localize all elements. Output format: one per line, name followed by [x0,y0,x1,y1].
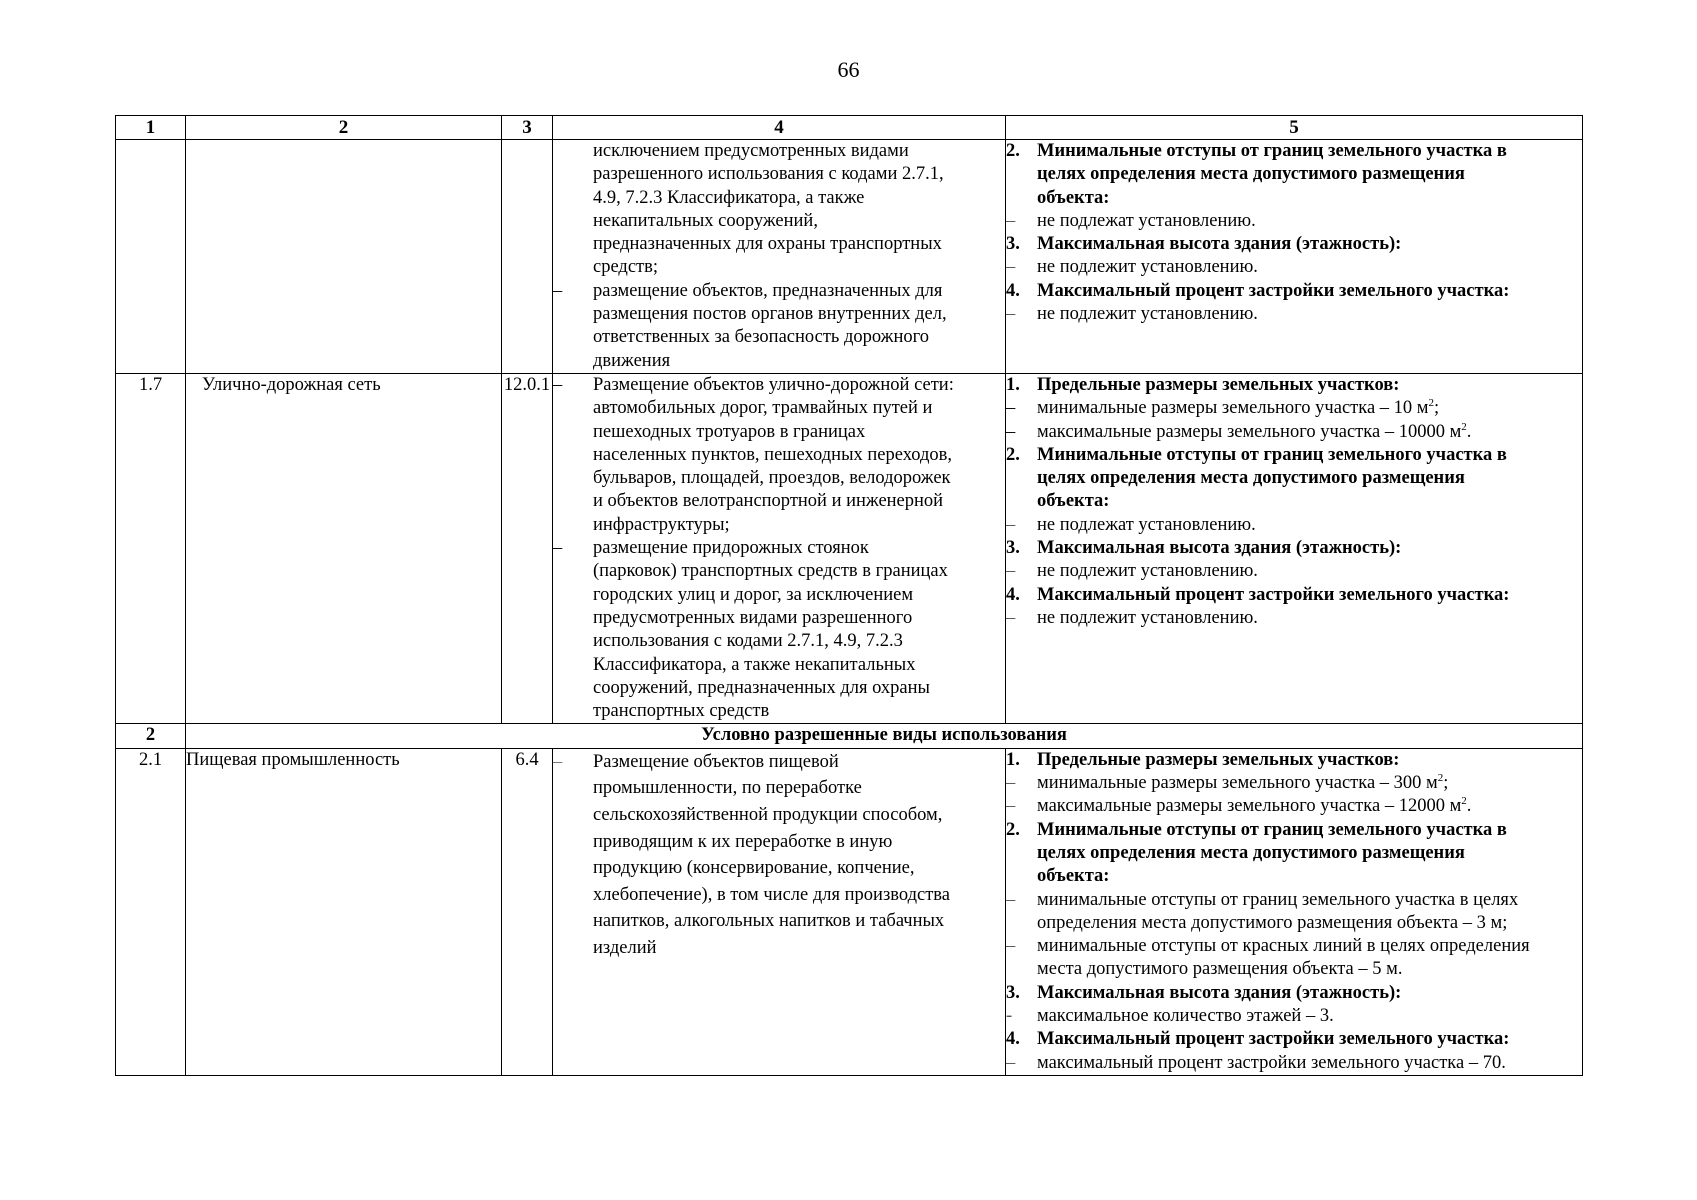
param-value: - максимальное количество этажей – 3. [1006,1005,1334,1026]
row-code: 12.0.1 [502,373,553,723]
desc-line: Классификатора, а также некапитальных [593,654,916,675]
desc-line: продукцию (консервирование, копчение, [593,858,915,879]
desc-line: хлебопечение), в том числе для производства [593,884,950,905]
param-line: не подлежит установлению. [1037,607,1258,628]
row-name: Улично-дорожная сеть [186,373,502,723]
desc-line: изделий [593,937,657,958]
header-col-5: 5 [1006,116,1583,140]
param-value: – минимальные отступы от красных линий в целях определения места допустимого размещения объекта – 5 м. [1006,936,1530,980]
cell-num [116,140,186,374]
desc-continuation [553,140,1005,280]
table-row [116,748,1583,1075]
desc-line: разрешенного использования с кодами 2.7.1, [593,164,944,185]
param-line: Минимальные отступы от границ земельного участка в [1037,819,1507,840]
desc-list-item [553,280,1005,373]
desc-line: размещения постов органов внутренних дел, [593,304,947,325]
param-line: целях определения места допустимого размещения [1037,842,1465,863]
param-line: не подлежат установлению. [1037,514,1256,535]
param-line: целях определения места допустимого размещения [1037,468,1465,489]
desc-list-item [553,374,1005,537]
desc-line: автомобильных дорог, трамвайных путей и [593,398,933,419]
desc-line: Размещение объектов пищевой [593,751,839,772]
param-line: объекта: [1037,491,1110,512]
desc-line: использования с кодами 2.7.1, 4.9, 7.2.3 [593,631,903,652]
desc-line: (парковок) транспортных средств в границах [593,561,948,582]
cell-code [502,140,553,374]
cell-description [553,748,1006,1075]
param-heading: 3. Максимальная высота здания (этажность): [1006,538,1402,559]
param-heading: 1. Предельные размеры земельных участков: [1006,374,1400,395]
desc-line: размещение придорожных стоянок [593,538,869,559]
param-value: – не подлежат установлению. [1006,514,1256,535]
param-heading: 4. Максимальный процент застройки земельного участка: [1006,584,1510,605]
desc-line: 4.9, 7.2.3 Классификатора, а также [593,187,865,208]
param-line: Максимальная высота здания (этажность): [1037,234,1402,255]
param-heading: 2. Минимальные отступы от границ земельного участка в целях определения места допустимого размещения объекта: [1006,444,1507,512]
desc-line: и объектов велотранспортной и инженерной [593,491,944,512]
table-row [116,373,1583,723]
cell-parameters [1006,373,1583,723]
row-code: 6.4 [502,748,553,1075]
param-value: – минимальные размеры земельного участка – 300 $м^2$; [1006,771,1449,794]
param-line: максимальный процент застройки земельного участка – 70. [1037,1052,1506,1073]
desc-list-item [553,537,1005,723]
section-number: 2 [116,724,186,748]
param-line: места допустимого размещения объекта – 5 м. [1037,959,1403,980]
header-col-4: 4 [553,116,1006,140]
desc-line: размещение объектов, предназначенных для [593,280,943,301]
section-row [116,724,1583,748]
param-value: – не подлежит установлению. [1006,607,1258,628]
desc-line: приводящим к их переработке в иную [593,831,893,852]
param-line: минимальные отступы от границ земельного участка в целях [1037,889,1519,910]
param-value: – не подлежит установлению. [1006,257,1258,278]
desc-line: сооружений, предназначенных для охраны [593,677,930,698]
desc-line: движения [593,350,671,371]
row-number: 2.1 [116,748,186,1075]
param-line: минимальные отступы от красных линий в целях определения [1037,936,1530,957]
table-row-continuation [116,140,1583,374]
desc-dash: – [553,538,563,559]
param-value: – максимальные размеры земельного участка – 10000 $м^2$. [1006,420,1472,442]
param-line: не подлежит установлению. [1037,257,1258,278]
header-col-1: 1 [116,116,186,140]
desc-dash: – [553,751,563,772]
param-value: – минимальные отступы от границ земельного участка в целях определения места допустимого размещения объекта – 3 м; [1006,889,1519,933]
desc-list-item [553,749,1005,962]
header-col-2: 2 [186,116,502,140]
desc-line: населенных пунктов, пешеходных переходов, [593,444,952,465]
desc-line: некапитальных сооружений, [593,210,818,231]
param-line: не подлежит установлению. [1037,561,1258,582]
param-line: Максимальный процент застройки земельного участка: [1037,280,1510,301]
desc-line: Размещение объектов улично-дорожной сети: [593,374,954,395]
param-line: определения места допустимого размещения объекта – 3 м; [1037,912,1508,933]
param-value: – не подлежат установлению. [1006,210,1256,231]
cell-description [553,140,1006,374]
desc-line: инфраструктуры; [593,514,730,535]
row-number: 1.7 [116,373,186,723]
page-number: 66 [837,57,860,82]
header-row [116,116,1583,140]
param-heading: 1. Предельные размеры земельных участков: [1006,749,1400,770]
param-line: не подлежит установлению. [1037,304,1258,325]
param-heading: 3. Максимальная высота здания (этажность): [1006,234,1402,255]
desc-line: напитков, алкогольных напитков и табачных [593,911,945,932]
param-value: – не подлежит установлению. [1006,304,1258,325]
param-line: Минимальные отступы от границ земельного участка в [1037,141,1507,161]
zoning-table [115,115,1583,1076]
param-heading: 4. Максимальный процент застройки земельного участка: [1006,1029,1510,1050]
param-line: не подлежат установлению. [1037,210,1256,231]
param-line: Максимальный процент застройки земельного участка: [1037,1029,1510,1050]
param-line: Максимальная высота здания (этажность): [1037,982,1402,1003]
desc-line: транспортных средств [593,701,770,722]
desc-line: ответственных за безопасность дорожного [593,327,929,348]
param-heading: 2. Минимальные отступы от границ земельного участка в целях определения места допустимого размещения объекта: [1006,819,1507,887]
desc-line: предназначенных для охраны транспортных [593,234,942,255]
desc-line: пешеходных тротуаров в границах [593,421,866,442]
section-title: Условно разрешенные виды использования [186,724,1583,748]
param-value: – не подлежит установлению. [1006,561,1258,582]
param-line: объекта: [1037,187,1110,208]
desc-line: предусмотренных видами разрешенного [593,607,913,628]
param-heading: 3. Максимальная высота здания (этажность): [1006,982,1402,1003]
param-heading: 4. Максимальный процент застройки земельного участка: [1006,280,1510,301]
param-line: целях определения места допустимого размещения [1037,164,1465,185]
header-col-3: 3 [502,116,553,140]
param-line: максимальное количество этажей – 3. [1037,1005,1334,1026]
cell-parameters [1006,748,1583,1075]
param-line: Максимальная высота здания (этажность): [1037,538,1402,559]
desc-line: сельскохозяйственной продукции способом, [593,804,943,825]
desc-line: исключением предусмотренных видами [593,141,909,161]
desc-dash: – [553,280,563,301]
param-heading: 2. Минимальные отступы от границ земельного участка в целях определения места допустимого размещения объекта: [1006,141,1507,208]
desc-dash: – [553,374,563,395]
desc-line: промышленности, по переработке [593,778,862,799]
param-value: – максимальный процент застройки земельного участка – 70. [1006,1052,1506,1073]
param-line: объекта: [1037,866,1110,887]
param-line: Максимальный процент застройки земельного участка: [1037,584,1510,605]
desc-line: бульваров, площадей, проездов, велодорожек [593,468,951,489]
param-line: Минимальные отступы от границ земельного участка в [1037,444,1507,465]
desc-line: средств; [593,257,659,278]
desc-line: городских улиц и дорог, за исключением [593,584,914,605]
cell-parameters [1006,140,1583,374]
param-value: – минимальные размеры земельного участка – 10 $м^2$; [1006,397,1440,419]
cell-description [553,373,1006,723]
row-name: Пищевая промышленность [186,748,502,1075]
param-value: – максимальные размеры земельного участка – 12000 $м^2$. [1006,795,1472,817]
cell-name [186,140,502,374]
